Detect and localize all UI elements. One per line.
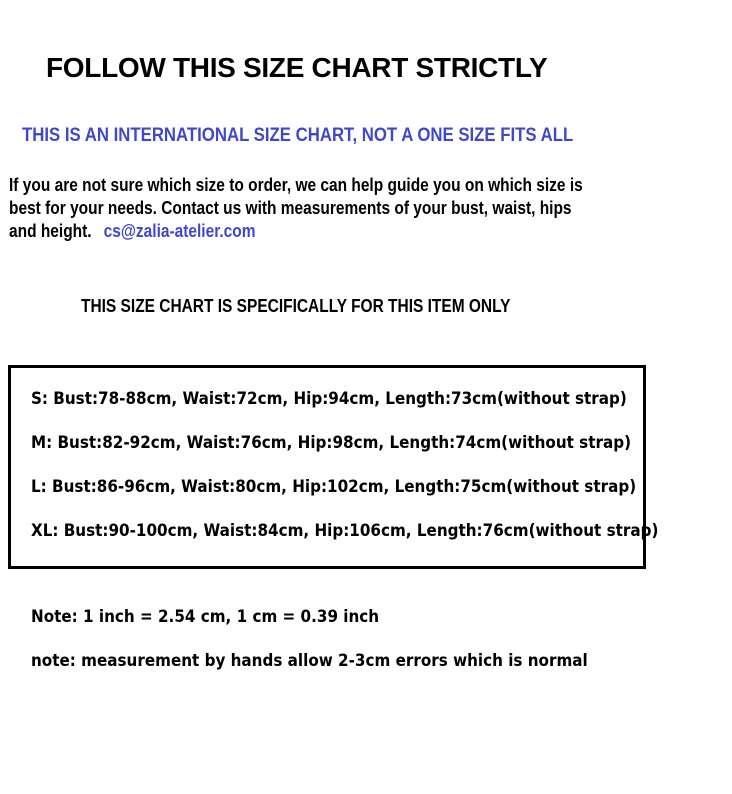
size-row-m: M: Bust:82-92cm, Waist:76cm, Hip:98cm, Length:74cm(without strap): [31, 433, 632, 452]
guide-line-1: If you are not sure which size to order, we can help guide you on which size is: [9, 175, 583, 195]
item-specific-notice: THIS SIZE CHART IS SPECIFICALLY FOR THIS ITEM ONLY: [81, 296, 511, 316]
size-row-xl: XL: Bust:90-100cm, Waist:84cm, Hip:106cm, Length:76cm(without strap): [31, 521, 659, 540]
guide-line-3-text: and height.: [9, 221, 92, 241]
unit-conversion-note: Note: 1 inch = 2.54 cm, 1 cm = 0.39 inch: [31, 607, 380, 626]
guide-line-3: [9, 220, 602, 243]
size-chart-box: [8, 365, 659, 569]
size-row-l: L: Bust:86-96cm, Waist:80cm, Hip:102cm, Length:75cm(without strap): [31, 477, 637, 496]
measurement-error-note: note: measurement by hands allow 2-3cm errors which is normal: [31, 651, 588, 670]
size-guide-paragraph: [9, 174, 602, 243]
page-title: FOLLOW THIS SIZE CHART STRICTLY: [46, 52, 548, 83]
international-size-notice: THIS IS AN INTERNATIONAL SIZE CHART, NOT A ONE SIZE FITS ALL: [22, 124, 574, 146]
guide-line-2: best for your needs. Contact us with measurements of your bust, waist, hips: [9, 198, 572, 218]
size-row-s: S: Bust:78-88cm, Waist:72cm, Hip:94cm, Length:73cm(without strap): [31, 389, 627, 408]
contact-email-link[interactable]: cs@zalia-atelier.com: [103, 221, 256, 241]
